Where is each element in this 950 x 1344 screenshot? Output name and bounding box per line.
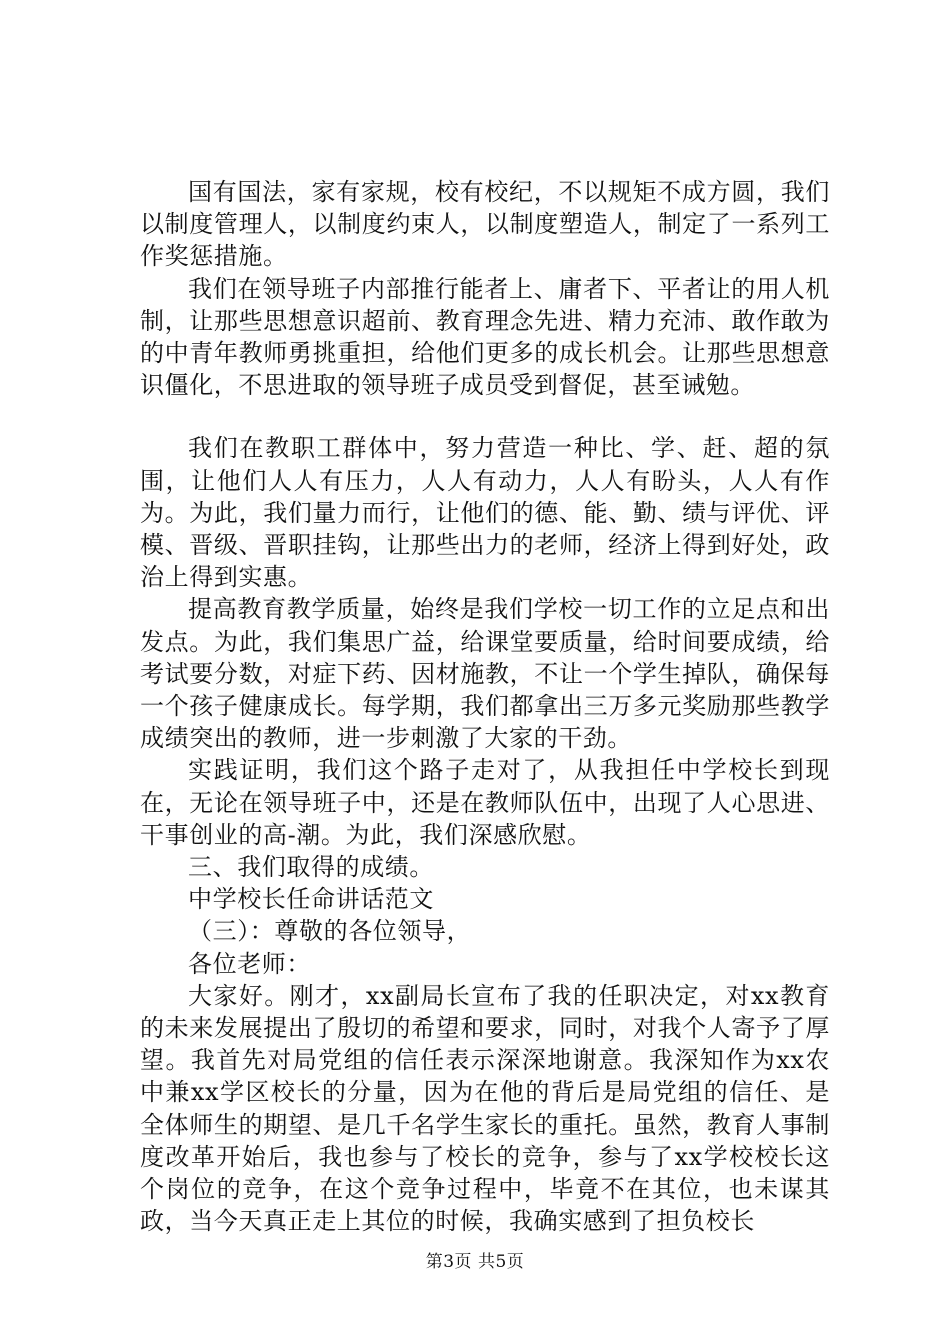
- paragraph-practice: 实践证明，我们这个路子走对了，从我担任中学校长到现在，无论在领导班子中，还是在教师队伍中，出现了人心思进、干事创业的高-潮。为此，我们深感欣慰。: [140, 756, 830, 849]
- article-title: 中学校长任命讲话范文: [188, 885, 434, 914]
- paragraph-rules: 国有国法，家有家规，校有校纪，不以规矩不成方圆，我们以制度管理人，以制度约束人，以制度塑造人，制定了一系列工作奖惩措施。: [140, 178, 830, 271]
- section-heading-achievements: 三、我们取得的成绩。: [188, 853, 434, 882]
- paragraph-greeting: 大家好。刚才，xx副局长宣布了我的任职决定，对xx教育的未来发展提出了殷切的希望和要求，同时，对我个人寄予了厚望。我首先对局党组的信任表示深深地谢意。我深知作为xx农中兼xx学区校长的分量，因为在他的背后是局党组的信任、是全体师生的期望、是几千名学生家长的重托。虽然，教育人事制度改革开始后，我也参与了校长的竞争，参与了xx学校校长这个岗位的竞争，在这个竞争过程中，毕竟不在其位，也未谋其政，当今天真正走上其位的时候，我确实感到了担负校长: [140, 981, 830, 1236]
- document-body: [140, 176, 830, 1238]
- page-number-footer: 第3页 共5页: [425, 1252, 525, 1272]
- salutation-teachers: 各位老师：: [188, 949, 311, 978]
- paragraph-quality: 提高教育教学质量，始终是我们学校一切工作的立足点和出发点。为此，我们集思广益，给课堂要质量，给时间要成绩，给考试要分数，对症下药、因材施教，不让一个学生掉队，确保每一个孩子健康成长。每学期，我们都拿出三万多元奖励那些教学成绩突出的教师，进一步刺激了大家的干劲。: [140, 595, 830, 753]
- paragraph-leadership: 我们在领导班子内部推行能者上、庸者下、平者让的用人机制，让那些思想意识超前、教育理念先进、精力充沛、敢作敢为的中青年教师勇挑重担，给他们更多的成长机会。让那些思想意识僵化，不思进取的领导班子成员受到督促，甚至诫勉。: [140, 274, 830, 400]
- salutation-leaders: （三）：尊敬的各位领导，: [188, 917, 472, 946]
- paragraph-staff: 我们在教职工群体中，努力营造一种比、学、赶、超的氛围，让他们人人有压力，人人有动力，人人有盼头，人人有作为。为此，我们量力而行，让他们的德、能、勤、绩与评优、评模、晋级、晋职挂钩，让那些出力的老师，经济上得到好处，政治上得到实惠。: [140, 434, 830, 592]
